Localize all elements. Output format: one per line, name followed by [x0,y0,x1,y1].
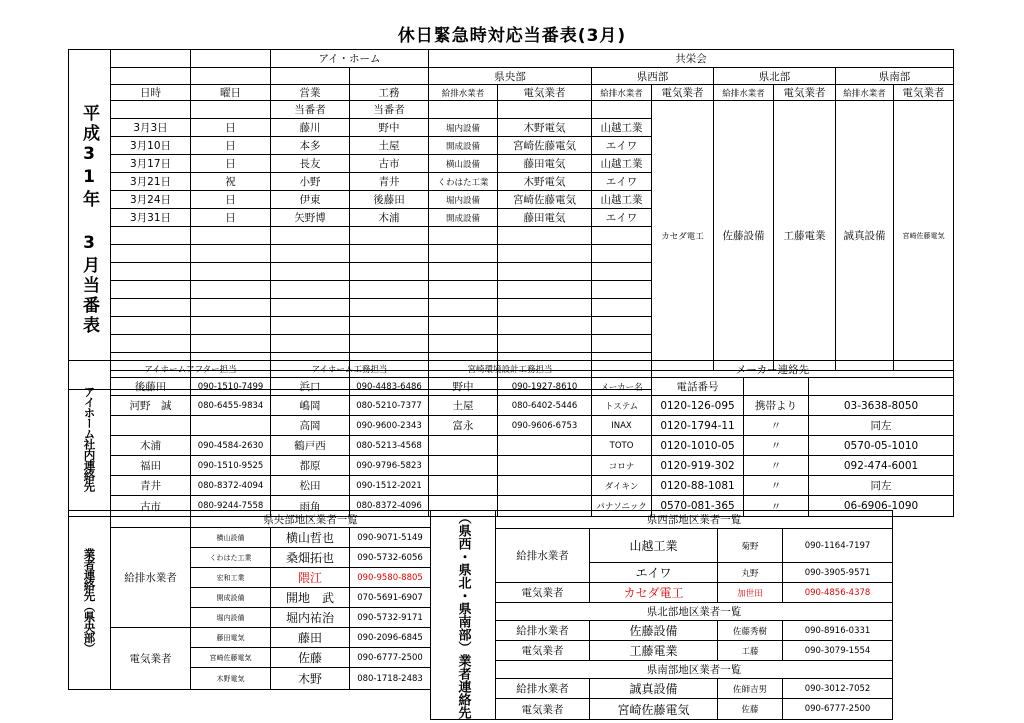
after-staff-name [111,416,191,436]
maker-name: コロナ [592,456,652,476]
contractor-row [431,583,893,603]
sales-duty-cell: 矢野博 [271,209,350,227]
company-name: 誠真設備 [590,679,718,699]
contacts-header-row [69,361,954,378]
miyazaki-staff-name: 野中 [429,378,498,396]
contractor-row [69,628,431,648]
company-name: 木野電気 [191,668,271,690]
sales-duty-cell [271,227,350,245]
date-cell: 3月21日 [111,173,191,191]
miyazaki-staff-phone: 090-9606-6753 [498,416,592,436]
after-staff-name: 福田 [111,456,191,476]
after-staff-phone: 080-9244-7558 [191,496,271,517]
sales-duty-cell: 伊東 [271,191,350,209]
central-title-row [69,511,431,528]
kensei-header: 県西部 [592,68,714,85]
maker-phone: 0120-919-302 [652,456,744,476]
date-cell [111,281,191,299]
electrician-category: 電気業者 [111,628,191,690]
construction-duty-header: 当番者 [350,101,429,119]
after-staff-phone: 080-6455-9834 [191,396,271,416]
after-staff-name: 河野 誠 [111,396,191,416]
date-cell [111,299,191,317]
maker-mobile-note: 〃 [744,476,809,496]
construction-staff-header: アイホーム工務担当 [271,361,429,378]
company-name: 藤田電気 [191,628,271,648]
contact-row [69,436,954,456]
maker-phone: 0120-1794-11 [652,416,744,436]
kensei-electrician-cell: カセダ電工 [652,101,714,371]
weekday-cell: 祝 [191,173,271,191]
contacts-subheader-row [69,378,954,396]
contact-phone: 090-5732-9171 [350,608,431,628]
construction-duty-cell: 土屋 [350,137,429,155]
weekday-cell [191,317,271,335]
kensei-plumber-cell: 山越工業 [592,191,652,209]
kennan-header: 県南部 [836,68,954,85]
construction-staff-name: 都原 [271,456,350,476]
sales-duty-cell [271,245,350,263]
internal-contacts-vertical-label: アイホーム社内連絡先 [69,361,111,517]
maker-name: ダイキン [592,476,652,496]
company-name: 山越工業 [590,529,718,563]
contact-row [69,456,954,476]
contact-phone: 090-3905-9571 [783,563,893,583]
sales-duty-cell: 長友 [271,155,350,173]
kenou-plumber-cell: 横山設備 [429,155,498,173]
contact-person: 加世田 [718,583,783,603]
kenou-plumber-cell: 堀内設備 [429,119,498,137]
construction-duty-cell [350,281,429,299]
miyazaki-staff-phone [498,436,592,456]
electrician-header: 電気業者 [498,85,592,101]
weekday-cell [191,263,271,281]
plumber-header: 給排水業者 [836,85,894,101]
district-list-title: 県南部地区業者一覧 [496,661,893,679]
contact-phone: 080-1718-2483 [350,668,431,690]
kenou-plumber-cell: 開成設備 [429,137,498,155]
maker-mobile-phone: 06-6906-1090 [809,496,954,517]
kensei-plumber-cell [592,245,652,263]
kenou-electrician-cell: 木野電気 [498,119,592,137]
construction-staff-name: 嶋岡 [271,396,350,416]
kyoeikai-header: 共栄会 [429,50,954,68]
maker-name: INAX [592,416,652,436]
kennan-electrician-cell: 宮崎佐藤電気 [894,101,954,371]
construction-staff-phone: 090-4483-6486 [350,378,429,396]
construction-duty-cell: 野中 [350,119,429,137]
contact-phone: 090-8916-0331 [783,621,893,641]
maker-name: TOTO [592,436,652,456]
after-service-header: アイホームアフター担当 [111,361,271,378]
date-cell [111,263,191,281]
other-contractors-table [430,510,893,720]
weekday-cell [191,227,271,245]
contact-person: 桑畑拓也 [271,548,350,568]
sales-duty-cell [271,335,350,353]
contact-phone: 090-5732-6056 [350,548,431,568]
schedule-header-row [69,85,954,101]
construction-staff-name: 浜口 [271,378,350,396]
contact-person: 佐藤秀樹 [718,621,783,641]
kenou-plumber-cell: 開成設備 [429,209,498,227]
maker-name: トステム [592,396,652,416]
construction-header: 工務 [350,85,429,101]
company-name: 佐藤設備 [590,621,718,641]
kenou-electrician-cell [498,281,592,299]
maker-mobile-phone: 03-3638-8050 [809,396,954,416]
kenou-plumber-cell [429,245,498,263]
date-cell [111,245,191,263]
miyazaki-staff-name: 土屋 [429,396,498,416]
kensei-plumber-cell [592,227,652,245]
maker-mobile-phone: 同左 [809,476,954,496]
kensei-plumber-cell [592,281,652,299]
contact-row [69,416,954,436]
plumber-header: 給排水業者 [592,85,652,101]
date-cell [111,335,191,353]
company-name: エイワ [590,563,718,583]
date-cell: 3月24日 [111,191,191,209]
construction-duty-cell [350,227,429,245]
contact-person: 丸野 [718,563,783,583]
electrician-header: 電気業者 [774,85,836,101]
kenou-header: 県央部 [429,68,592,85]
empty-cell [744,378,809,396]
maker-contacts-header: メーカー連絡先 [592,361,954,378]
kenou-electrician-cell [498,299,592,317]
district-title-row [431,661,893,679]
kensei-plumber-cell [592,299,652,317]
maker-phone: 0120-126-095 [652,396,744,416]
construction-duty-cell [350,299,429,317]
kenou-electrician-cell: 宮崎佐藤電気 [498,191,592,209]
kennan-plumber-cell: 誠真設備 [836,101,894,371]
electrician-category: 電気業者 [496,641,590,661]
maker-mobile-phone: 同左 [809,416,954,436]
contact-phone: 090-1164-7197 [783,529,893,563]
contractor-row [431,621,893,641]
maker-phone: 0570-081-365 [652,496,744,517]
miyazaki-staff-name [429,476,498,496]
contractor-row [431,679,893,699]
contractor-row [431,699,893,720]
contact-row [69,476,954,496]
electrician-category: 電気業者 [496,699,590,720]
kensei-plumber-cell: エイワ [592,173,652,191]
schedule-header-row [69,50,954,68]
date-cell: 3月31日 [111,209,191,227]
sales-duty-cell: 本多 [271,137,350,155]
contact-phone: 090-3079-1554 [783,641,893,661]
sales-duty-cell: 藤川 [271,119,350,137]
after-staff-phone: 090-1510-7499 [191,378,271,396]
kenou-electrician-cell: 藤田電気 [498,155,592,173]
plumber-category: 給排水業者 [496,621,590,641]
weekday-header: 曜日 [191,85,271,101]
maker-mobile-note: 〃 [744,456,809,476]
construction-staff-phone: 080-5210-7377 [350,396,429,416]
district-list-title: 県西部地区業者一覧 [496,511,893,529]
miyazaki-staff-phone [498,476,592,496]
miyazaki-staff-phone: 090-1927-8610 [498,378,592,396]
sales-duty-cell: 小野 [271,173,350,191]
contact-phone: 090-6777-2500 [783,699,893,720]
empty-cell [809,378,954,396]
aihome-header: アイ・ホーム [271,50,429,68]
contact-person: 堀内祐治 [271,608,350,628]
maker-mobile-note: 〃 [744,436,809,456]
date-cell: 3月3日 [111,119,191,137]
kenou-plumber-cell [429,227,498,245]
schedule-header-row [69,101,954,119]
construction-duty-cell [350,317,429,335]
maker-mobile-note: 〃 [744,496,809,517]
contact-phone: 090-2096-6845 [350,628,431,648]
after-staff-phone: 090-4584-2630 [191,436,271,456]
kenou-electrician-cell [498,227,592,245]
miyazaki-staff-name [429,436,498,456]
page-title: 休日緊急時対応当番表(3月) [397,26,627,46]
district-title-row [431,603,893,621]
kenhoku-plumber-cell: 佐藤設備 [714,101,774,371]
company-name: カセダ電工 [590,583,718,603]
kenou-plumber-cell [429,299,498,317]
kenou-plumber-cell: 堀内設備 [429,191,498,209]
weekday-cell: 日 [191,209,271,227]
date-cell: 3月17日 [111,155,191,173]
district-list-title: 県北部地区業者一覧 [496,603,893,621]
contact-person: 佐師吉男 [718,679,783,699]
miyazaki-staff-phone [498,456,592,476]
contractor-row [431,529,893,563]
contact-phone: 090-6777-2500 [350,648,431,668]
kensei-plumber-cell: 山越工業 [592,119,652,137]
kenou-electrician-cell: 藤田電気 [498,209,592,227]
contact-person: 木野 [271,668,350,690]
contact-phone: 070-5691-6907 [350,588,431,608]
company-name: 工藤電業 [590,641,718,661]
maker-name: パナソニック [592,496,652,517]
construction-staff-phone: 080-5213-4568 [350,436,429,456]
kenou-electrician-cell [498,263,592,281]
sales-header: 営業 [271,85,350,101]
sales-duty-cell [271,281,350,299]
plumber-category: 給排水業者 [496,529,590,583]
contact-person: 隈江 [271,568,350,588]
maker-name-header: メーカー名 [592,378,652,396]
contact-person: 横山哲也 [271,528,350,548]
kensei-plumber-cell: エイワ [592,137,652,155]
construction-duty-cell: 後藤田 [350,191,429,209]
construction-staff-phone: 080-8372-4096 [350,496,429,517]
company-name: 開成設備 [191,588,271,608]
kenhoku-header: 県北部 [714,68,836,85]
miyazaki-staff-name: 富永 [429,416,498,436]
weekday-cell: 日 [191,191,271,209]
sales-duty-cell [271,299,350,317]
date-cell [111,227,191,245]
construction-duty-cell: 木浦 [350,209,429,227]
contact-person: 藤田 [271,628,350,648]
contact-person: 佐藤 [271,648,350,668]
construction-duty-cell [350,263,429,281]
electrician-header: 電気業者 [652,85,714,101]
contact-person: 開地 武 [271,588,350,608]
company-name: 堀内設備 [191,608,271,628]
construction-staff-phone: 090-9796-5823 [350,456,429,476]
date-header: 日時 [111,85,191,101]
company-name: 横山設備 [191,528,271,548]
kenou-electrician-cell [498,335,592,353]
after-staff-name: 木浦 [111,436,191,456]
construction-duty-cell [350,335,429,353]
electrician-category: 電気業者 [496,583,590,603]
construction-staff-name: 松田 [271,476,350,496]
plumber-category: 給排水業者 [111,528,191,628]
central-contractors-vertical-label: 業者連絡先（県央部） [69,511,111,690]
plumber-header: 給排水業者 [429,85,498,101]
contractor-row [431,641,893,661]
kenou-plumber-cell: くわはた工業 [429,173,498,191]
kenou-plumber-cell [429,317,498,335]
company-name: くわはた工業 [191,548,271,568]
maker-phone-header: 電話番号 [652,378,744,396]
year-month-vertical-label: 平成31年 3月当番表 [69,50,111,390]
district-title-row [431,511,893,529]
company-name: 宮崎佐藤電気 [590,699,718,720]
contact-person: 菊野 [718,529,783,563]
after-staff-phone: 080-8372-4094 [191,476,271,496]
construction-staff-name: 高岡 [271,416,350,436]
after-staff-phone: 090-1510-9525 [191,456,271,476]
after-staff-name: 後藤田 [111,378,191,396]
contact-phone: 090-4856-4378 [783,583,893,603]
duty-schedule-table [68,49,954,390]
kensei-plumber-cell [592,317,652,335]
kensei-plumber-cell [592,335,652,353]
miyazaki-staff-name [429,456,498,476]
maker-mobile-phone: 092-474-6001 [809,456,954,476]
construction-duty-cell: 古市 [350,155,429,173]
plumber-category: 給排水業者 [496,679,590,699]
contact-row [69,396,954,416]
kenou-electrician-cell: 宮崎佐藤電気 [498,137,592,155]
maker-mobile-note: 〃 [744,416,809,436]
construction-staff-name: 鶴戸西 [271,436,350,456]
weekday-cell [191,281,271,299]
central-contractors-table [68,510,431,690]
date-cell [111,317,191,335]
sales-duty-header: 当番者 [271,101,350,119]
weekday-cell: 日 [191,119,271,137]
other-contractors-vertical-label: （県西・県北・県南部）業者連絡先 [431,511,496,720]
maker-phone: 0120-88-1081 [652,476,744,496]
weekday-cell: 日 [191,137,271,155]
contact-phone: 090-9580-8805 [350,568,431,588]
sales-duty-cell [271,263,350,281]
kensei-plumber-cell: 山越工業 [592,155,652,173]
contact-person: 佐藤 [718,699,783,720]
after-staff-name: 青井 [111,476,191,496]
maker-mobile-phone: 0570-05-1010 [809,436,954,456]
electrician-header: 電気業者 [894,85,954,101]
kenou-plumber-cell [429,263,498,281]
after-staff-name: 古市 [111,496,191,517]
weekday-cell: 日 [191,155,271,173]
company-name: 宮崎佐藤電気 [191,648,271,668]
contact-phone: 090-3012-7052 [783,679,893,699]
internal-contacts-table [68,360,954,517]
contact-person: 工藤 [718,641,783,661]
kenou-electrician-cell: 木野電気 [498,173,592,191]
central-list-title: 県央部地区業者一覧 [191,511,431,528]
kensei-plumber-cell: エイワ [592,209,652,227]
construction-staff-phone: 090-1512-2021 [350,476,429,496]
contractor-row [69,528,431,548]
date-cell: 3月10日 [111,137,191,155]
kenou-plumber-cell [429,335,498,353]
maker-mobile-note: 携帯より [744,396,809,416]
weekday-cell [191,335,271,353]
plumber-header: 給排水業者 [714,85,774,101]
construction-staff-phone: 090-9600-2343 [350,416,429,436]
weekday-cell [191,299,271,317]
miyazaki-staff-phone: 080-6402-5446 [498,396,592,416]
kenou-electrician-cell [498,245,592,263]
kenou-electrician-cell [498,317,592,335]
construction-staff-name: 雨角 [271,496,350,517]
after-staff-phone [191,416,271,436]
sales-duty-cell [271,317,350,335]
construction-duty-cell [350,245,429,263]
schedule-header-row [69,68,954,85]
kenou-plumber-cell [429,281,498,299]
contact-phone: 090-9071-5149 [350,528,431,548]
miyazaki-design-header: 宮崎環境設計工務担当 [429,361,592,378]
kenhoku-electrician-cell: 工藤電業 [774,101,836,371]
company-name: 宏和工業 [191,568,271,588]
weekday-cell [191,245,271,263]
maker-phone: 0120-1010-05 [652,436,744,456]
kensei-plumber-cell [592,263,652,281]
construction-duty-cell: 青井 [350,173,429,191]
